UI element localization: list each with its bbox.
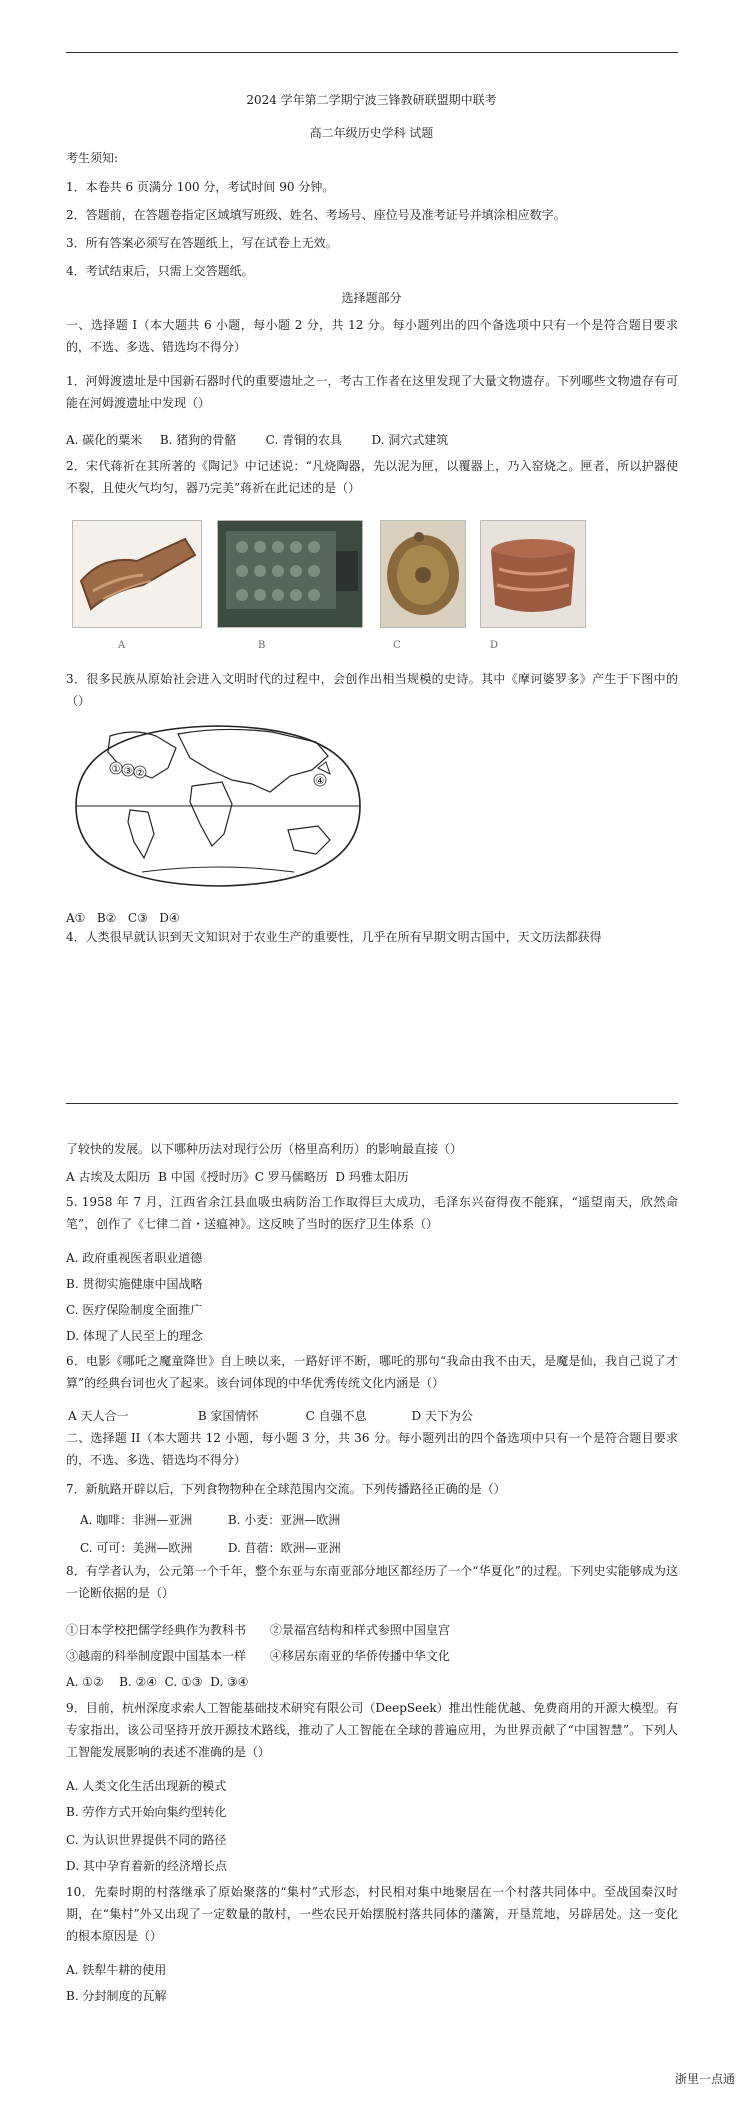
page1-top-rule <box>66 52 678 53</box>
question-8-statements-row2 <box>66 1648 450 1664</box>
question-5-option-c: C. 医疗保险制度全面推广 <box>66 1303 203 1317</box>
statement-3: ③越南的科举制度跟中国基本一样 <box>66 1649 247 1663</box>
question-10-option-a: A. 铁犁牛耕的使用 <box>66 1963 167 1977</box>
option-a: A. 碳化的粟米 <box>66 433 143 447</box>
question-7-options-row2 <box>80 1540 341 1556</box>
option-c: C 自强不息 <box>305 1409 367 1423</box>
image-label-d: D <box>490 640 499 651</box>
part2-intro: 二、选择题 II（本大题共 12 小题，每小题 3 分，共 36 分。每小题列出的四个备选项中只有一个是符合题目要求的，不选、多选、错选均不得分） <box>66 1431 678 1467</box>
notice-item: 1．本卷共 6 页满分 100 分，考试时间 90 分钟。 <box>66 180 335 194</box>
map-marker-1: ① <box>111 764 121 775</box>
question-5-option-a: A. 政府重视医者职业道德 <box>66 1251 203 1265</box>
question-9-option-b: B. 劳作方式开始向集约型转化 <box>66 1805 227 1819</box>
option-b: B 家国情怀 <box>197 1409 259 1423</box>
section-heading: 选择题部分 <box>341 291 402 305</box>
question-4-options: A 古埃及太阳历 B 中国《授时历》C 罗马儒略历 D 玛雅太阳历 <box>66 1170 409 1184</box>
artifact-image-a <box>72 520 202 628</box>
question-5-option-d: D. 体现了人民至上的理念 <box>66 1329 203 1343</box>
question-5-option-b: B. 贯彻实施健康中国战略 <box>66 1277 203 1291</box>
question-4-stem-cont: 了较快的发展。以下哪种历法对现行公历（格里高利历）的影响最直接（） <box>66 1142 463 1156</box>
question-7-stem: 7．新航路开辟以后，下列食物物种在全球范围内交流。下列传播路径正确的是（） <box>66 1482 506 1496</box>
notice-item: 2．答题前，在答题卷指定区域填写班级、姓名、考场号、座位号及准考证号并填涂相应数字。 <box>66 208 566 222</box>
question-6-stem: 6．电影《哪吒之魔童降世》自上映以来，一路好评不断，哪吒的那句“我命由我不由天，是魔是仙，我自己说了才算”的经典台词也火了起来。该台词体现的中华优秀传统文化内涵是（） <box>66 1354 678 1390</box>
option-c: C. 可可：美洲—欧洲 <box>80 1541 193 1555</box>
question-9-stem: 9．目前，杭州深度求索人工智能基础技术研究有限公司（DeepSeek）推出性能优越、免费商用的开源大模型。有专家指出，该公司坚持开放开源技术路线，推动了人工智能在全球的普遍应用，为世界贡献了“中国智慧”。下列人工智能发展影响的表述不准确的是（） <box>66 1701 678 1759</box>
notice-item: 4．考试结束后，只需上交答题纸。 <box>66 264 254 278</box>
notice-item: 3．所有答案必须写在答题纸上，写在试卷上无效。 <box>66 236 338 250</box>
option-d: D. 洞穴式建筑 <box>371 433 449 447</box>
question-3-options: A① B② C③ D④ <box>66 911 180 925</box>
question-10-option-b: B. 分封制度的瓦解 <box>66 1989 167 2003</box>
option-a: A. 咖啡：非洲—亚洲 <box>80 1513 193 1527</box>
question-2-stem: 2．宋代蒋祈在其所著的《陶记》中记述说：“凡烧陶器，先以泥为匣，以覆器上，乃入窑烧之。匣者，所以护器使不裂，且使火气均匀，器乃完美”蒋祈在此记述的是（） <box>66 459 678 495</box>
world-map <box>72 722 364 890</box>
page2-top-rule <box>66 1103 678 1104</box>
question-9-option-d: D. 其中孕育着新的经济增长点 <box>66 1859 227 1873</box>
question-1-options <box>66 432 448 448</box>
option-b: B. 小麦：亚洲—欧洲 <box>227 1513 341 1527</box>
question-10-stem: 10．先秦时期的村落继承了原始聚落的“集村”式形态，村民相对集中地聚居在一个村落共同体中。至战国秦汉时期，在“集村”外又出现了一定数量的散村，一些农民开始摆脱村落共同体的藩篱，开垦荒地，另辟居处。这一变化的根本原因是（） <box>66 1885 678 1943</box>
statement-2: ②景福宫结构和样式参照中国皇宫 <box>269 1623 450 1637</box>
statement-4: ④移居东南亚的华侨传播中华文化 <box>269 1649 450 1663</box>
artifact-image-d <box>480 520 586 628</box>
question-8-stem: 8．有学者认为，公元第一个千年，整个东亚与东南亚部分地区都经历了一个“华夏化”的过程。下列史实能够成为这一论断依据的是（） <box>66 1564 678 1600</box>
option-c: C. 青铜的农具 <box>265 433 343 447</box>
question-7-options-row1 <box>80 1512 340 1528</box>
artifact-image-c <box>380 520 466 628</box>
map-marker-4: ④ <box>315 776 325 787</box>
option-b: B. 猪狗的骨骼 <box>159 433 237 447</box>
question-9-option-a: A. 人类文化生活出现新的模式 <box>66 1779 227 1793</box>
question-4-stem-start: 4．人类很早就认识到天文知识对于农业生产的重要性，几乎在所有早期文明古国中，天文历法都获得 <box>66 930 602 944</box>
image-label-c: C <box>393 640 401 651</box>
option-a: A 天人合一 <box>68 1409 129 1423</box>
option-d: D 天下为公 <box>411 1409 473 1423</box>
map-marker-3: ③ <box>123 766 133 777</box>
exam-title: 2024 学年第二学期宁波三锋教研联盟期中联考 <box>246 93 497 107</box>
map-marker-2: ② <box>135 768 145 779</box>
question-9-option-c: C. 为认识世界提供不同的路径 <box>66 1833 227 1847</box>
question-6-options <box>68 1408 473 1424</box>
statement-1: ①日本学校把儒学经典作为教科书 <box>66 1623 247 1637</box>
part1-intro: 一、选择题 I（本大题共 6 小题，每小题 2 分，共 12 分。每小题列出的四个备选项中只有一个是符合题目要求的，不选、多选、错选均不得分） <box>66 318 678 354</box>
image-label-b: B <box>258 640 266 651</box>
question-1-stem: 1．河姆渡遗址是中国新石器时代的重要遗址之一，考古工作者在这里发现了大量文物遗存。下列哪些文物遗存有可能在河姆渡遗址中发现（） <box>66 374 678 410</box>
watermark-text: 浙里一点通 <box>674 2072 735 2086</box>
artifact-image-b <box>217 520 363 628</box>
option-d: D. 苜蓿：欧洲—亚洲 <box>227 1541 341 1555</box>
question-8-options: A. ①② B. ②④ C. ①③ D. ③④ <box>66 1675 249 1689</box>
exam-subtitle: 高二年级历史学科 试题 <box>309 126 434 140</box>
question-8-statements-row1 <box>66 1622 450 1638</box>
question-5-stem: 5. 1958 年 7 月，江西省余江县血吸虫病防治工作取得巨大成功，毛泽东兴奋得夜不能寐，“遥望南天，欣然命笔”，创作了《七律二首・送瘟神》。这反映了当时的医疗卫生体系（） <box>66 1195 678 1231</box>
question-3-stem: 3．很多民族从原始社会进入文明时代的过程中，会创作出相当规模的史诗。其中《摩诃婆罗多》产生于下图中的（） <box>66 672 678 708</box>
notice-heading: 考生须知: <box>66 151 119 165</box>
image-label-a: A <box>118 640 126 651</box>
